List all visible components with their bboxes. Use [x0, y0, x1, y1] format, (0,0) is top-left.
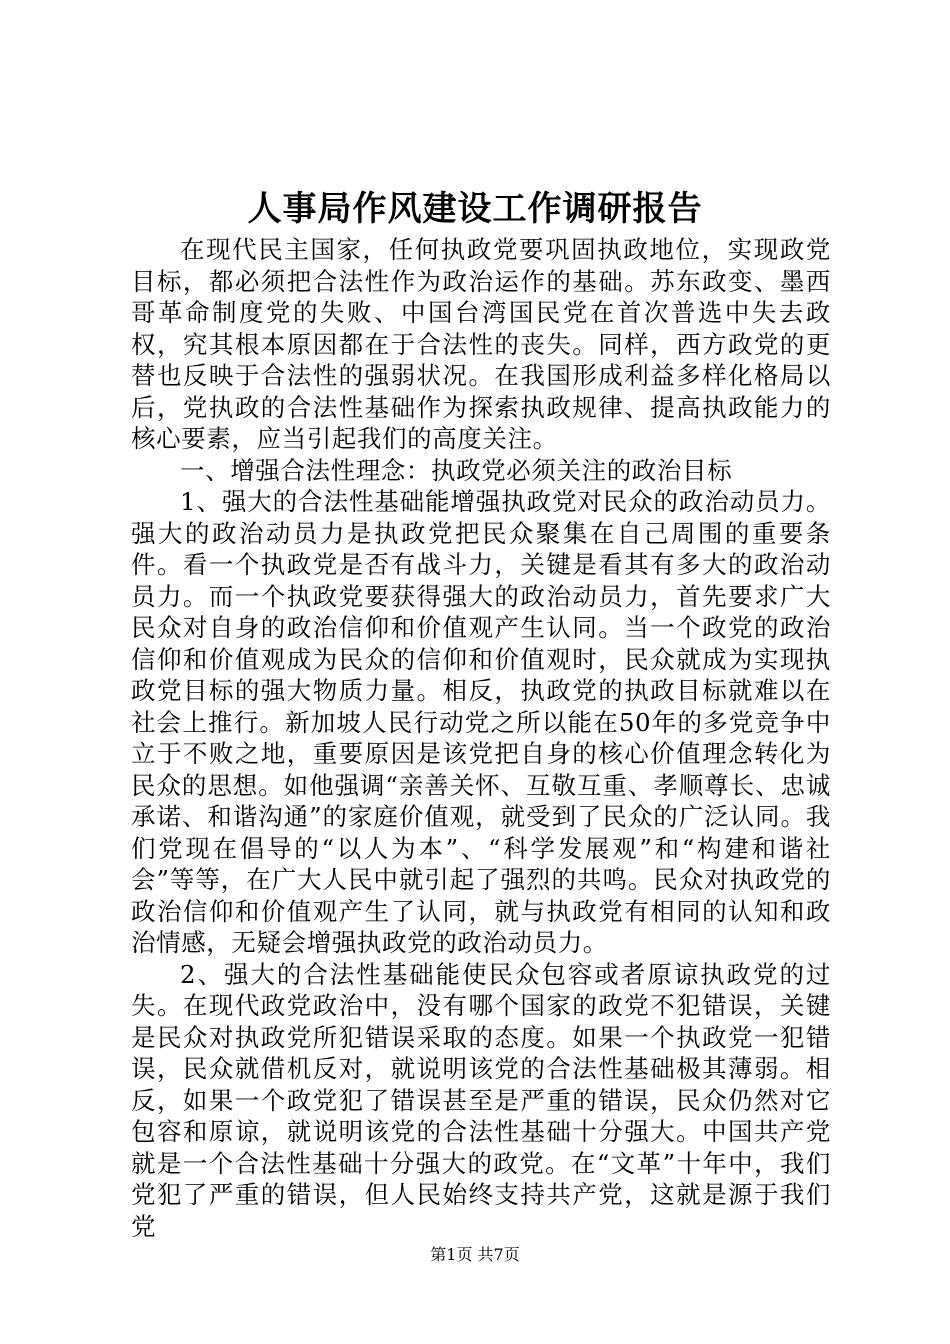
- page-footer: 第1页 共7页: [430, 1245, 520, 1264]
- paragraph-point-1: 1、强大的合法性基础能增强执政党对民众的政治动员力。强大的政治动员力是执政党把民众聚集在自己周围的重要条件。看一个执政党是否有战斗力，关键是看其有多大的政治动员力。而一个执政党要获得强大的政治动员力，首先要求广大民众对自身的政治信仰和价值观产生认同。当一个政党的政治信仰和价值观成为民众的信仰和价值观时，民众就成为实现执政党目标的强大物质力量。相反，执政党的执政目标就难以在社会上推行。新加坡人民行动党之所以能在50年的多党竞争中立于不败之地，重要原因是该党把自身的核心价值理念转化为民众的思想。如他强调“亲善关怀、互敬互重、孝顺尊长、忠诚承诺、和谐沟通”的家庭价值观，就受到了民众的广泛认同。我们党现在倡导的“以人为本”、“科学发展观”和“构建和谐社会”等等，在广大人民中就引起了强烈的共鸣。民众对执政党的政治信仰和价值观产生了认同，就与执政党有相同的认知和政治情感，无疑会增强执政党的政治动员力。: [131, 487, 831, 957]
- document-body: [131, 234, 831, 1242]
- paragraph-intro: 在现代民主国家，任何执政党要巩固执政地位，实现政党目标，都必须把合法性作为政治运作的基础。苏东政变、墨西哥革命制度党的失败、中国台湾国民党在首次普选中失去政权，究其根本原因都在于合法性的丧失。同样，西方政党的更替也反映于合法性的强弱状况。在我国形成利益多样化格局以后，党执政的合法性基础作为探索执政规律、提高执政能力的核心要素，应当引起我们的高度关注。: [131, 235, 831, 453]
- section-heading: 一、增强合法性理念：执政党必须关注的政治目标: [180, 455, 733, 485]
- document-title: 人事局作风建设工作调研报告: [247, 189, 703, 229]
- paragraph-point-2: 2、强大的合法性基础能使民众包容或者原谅执政党的过失。在现代政党政治中，没有哪个国家的政党不犯错误，关键是民众对执政党所犯错误采取的态度。如果一个执政党一犯错误，民众就借机反对，就说明该党的合法性基础极其薄弱。相反，如果一个政党犯了错误甚至是严重的错误，民众仍然对它包容和原谅，就说明该党的合法性基础十分强大。中国共产党就是一个合法性基础十分强大的政党。在“文革”十年中，我们党犯了严重的错误，但人民始终支持共产党，这就是源于我们党: [131, 959, 831, 1241]
